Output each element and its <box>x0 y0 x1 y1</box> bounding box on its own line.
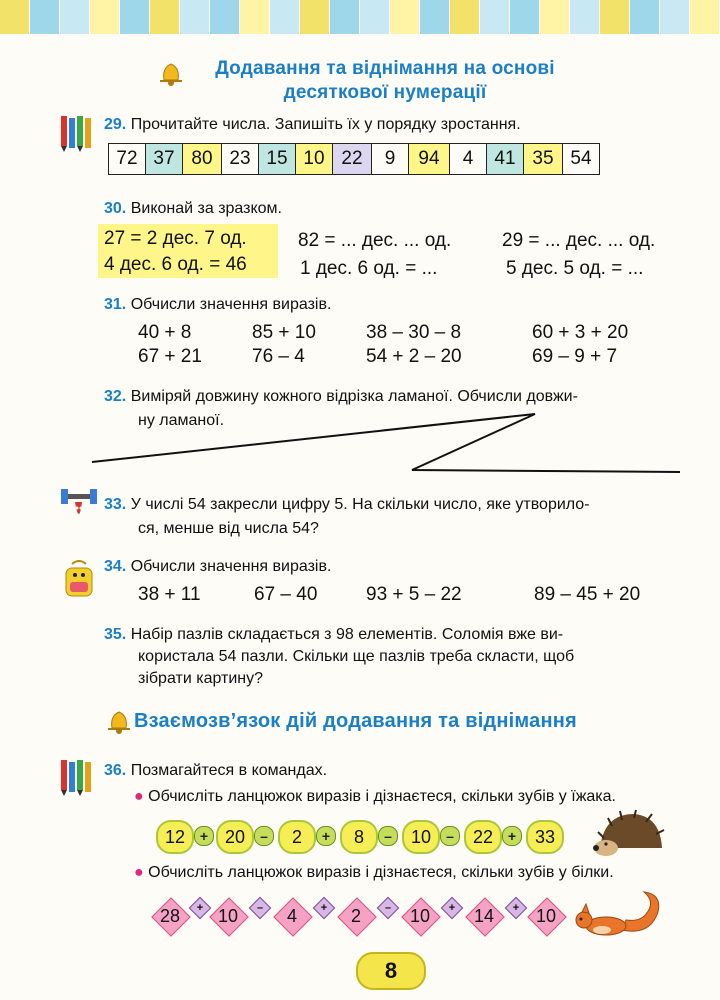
bullet-1-text: Обчисліть ланцюжок виразів і дізнаєтеся, скільки зубів у їжака. <box>148 788 616 805</box>
task-33-line2: ся, менше від числа 54? <box>138 520 319 537</box>
task-35-line3: зібрати картину? <box>138 670 264 687</box>
chain2-operator-sign: – <box>384 902 392 914</box>
section2-title: Взаємозв’язок дій додавання та віднімання <box>134 710 577 732</box>
section-title-line2: десяткової нумерації <box>283 82 487 103</box>
chain2-number-value: 14 <box>473 906 495 926</box>
chain1-operator: – <box>254 826 274 846</box>
top-decorative-band <box>0 0 720 34</box>
exercise-a: 82 = ... дес. ... од. <box>298 230 452 251</box>
number-sequence <box>108 143 600 175</box>
seq-cell: 23 <box>222 144 259 174</box>
chain2-number-value: 10 <box>535 906 557 926</box>
exercise-d: 5 дес. 5 од. = ... <box>506 258 644 279</box>
chain1-operator: + <box>194 826 214 846</box>
task-35-line1: Набір пазлів складається з 98 елементів. Соломія вже ви- <box>130 626 564 643</box>
seq-cell: 54 <box>570 148 592 169</box>
exercise-c: 1 дес. 6 од. = ... <box>300 258 438 279</box>
task-36-text: Позмагайтеся в командах. <box>130 762 328 779</box>
task-32-line2: ну ламаної. <box>138 412 225 429</box>
exercise-b: 29 = ... дес. ... од. <box>502 230 656 251</box>
expr-34-3: 93 + 5 – 22 <box>366 584 462 605</box>
chain2-operator <box>313 897 336 920</box>
seq-cell: 22 <box>333 144 372 174</box>
hedgehog-icon <box>590 808 668 858</box>
seq-cell: 41 <box>487 144 524 174</box>
task-29-text: Прочитайте числа. Запишіть їх у порядку зростання. <box>130 116 521 133</box>
chain2-number <box>212 900 244 932</box>
seq-cell: 80 <box>183 144 222 174</box>
task-34-number: 34. <box>104 558 127 575</box>
seq-cell: 94 <box>409 144 450 174</box>
chain2-number <box>468 900 500 932</box>
task-36-number: 36. <box>104 762 127 779</box>
chain2-operator-sign: + <box>448 902 456 914</box>
chain2-number <box>530 900 562 932</box>
pencils-icon <box>58 756 98 798</box>
page-number: 8 <box>356 952 426 990</box>
chain1-number: 10 <box>402 820 440 854</box>
seq-cell: 15 <box>259 144 296 174</box>
chain1-operator: + <box>502 826 522 846</box>
chain1-number: 8 <box>340 820 378 854</box>
chain1-number: 22 <box>464 820 502 854</box>
seq-cell: 35 <box>524 144 563 174</box>
chain1-number: 20 <box>216 820 254 854</box>
task-31-number: 31. <box>104 296 127 313</box>
task-32-number: 32. <box>104 388 127 405</box>
pencils-icon <box>58 112 98 154</box>
expr-31-3: 38 – 30 – 8 <box>366 322 462 343</box>
expr-31-1: 40 + 8 <box>138 322 192 343</box>
expr-31-5: 67 + 21 <box>138 346 202 367</box>
task-35-number: 35. <box>104 626 127 643</box>
chain1-operator: – <box>378 826 398 846</box>
backpack-icon <box>60 560 98 600</box>
chain1-number: 2 <box>278 820 316 854</box>
bullet-icon: ● <box>134 788 144 805</box>
seq-cell: 37 <box>146 144 183 174</box>
seq-cell: 9 <box>372 144 409 174</box>
chain2-operator <box>377 897 400 920</box>
chain2-number-value: 28 <box>159 906 181 926</box>
task-35-line2: користала 54 пазли. Скільки ще пазлів треба скласти, щоб <box>138 648 575 665</box>
task-33-line1: У числі 54 закресли цифру 5. На скільки число, яке утворило- <box>130 496 590 513</box>
chain2-number <box>340 900 372 932</box>
bullet-icon: ● <box>134 864 144 881</box>
bullet-2-text: Обчисліть ланцюжок виразів і дізнаєтеся, скільки зубів у білки. <box>148 864 614 881</box>
chain2-number-value: 10 <box>217 906 239 926</box>
bell-icon <box>106 706 132 736</box>
expr-31-8: 69 – 9 + 7 <box>532 346 618 367</box>
expr-31-7: 54 + 2 – 20 <box>366 346 462 367</box>
chain2-number-value: 4 <box>286 906 297 926</box>
chain2-number <box>154 900 186 932</box>
chain1-operator: + <box>316 826 336 846</box>
task-30-text: Виконай за зразком. <box>130 200 282 217</box>
squirrel-icon <box>570 886 666 944</box>
chain2-operator-sign: + <box>512 902 520 914</box>
seq-cell: 4 <box>450 144 487 174</box>
task-29-number: 29. <box>104 116 127 133</box>
task-31-text: Обчисли значення виразів. <box>130 296 332 313</box>
chain2-number-value: 10 <box>409 906 431 926</box>
chain1-number: 33 <box>526 820 564 854</box>
example-2: 4 дес. 6 од. = 46 <box>104 254 247 275</box>
chain2-operator <box>441 897 464 920</box>
task-33-number: 33. <box>104 496 127 513</box>
chain2-operator-sign: + <box>320 902 328 914</box>
chain2-operator <box>249 897 272 920</box>
example-1: 27 = 2 дес. 7 од. <box>104 228 247 249</box>
expr-31-2: 85 + 10 <box>252 322 316 343</box>
chain1-number: 12 <box>156 820 194 854</box>
task-32-line1: Виміряй довжину кожного відрізка ламаної. Обчисли довжи- <box>130 388 578 405</box>
dumbbell-icon <box>60 488 98 528</box>
expr-34-2: 67 – 40 <box>254 584 318 605</box>
chain2-number <box>276 900 308 932</box>
chain2-number-value: 2 <box>350 906 361 926</box>
expr-34-1: 38 + 11 <box>138 584 201 605</box>
chain2-operator-sign: – <box>256 902 264 914</box>
chain2-number <box>404 900 436 932</box>
chain2-operator-sign: + <box>196 902 204 914</box>
seq-cell: 10 <box>296 144 333 174</box>
expr-34-4: 89 – 45 + 20 <box>534 584 641 605</box>
expr-31-6: 76 – 4 <box>252 346 305 367</box>
polyline-drawing <box>90 410 690 476</box>
task-30-number: 30. <box>104 200 127 217</box>
task-34-text: Обчисли значення виразів. <box>130 558 332 575</box>
chain1-operator: – <box>440 826 460 846</box>
section-title-line1: Додавання та віднімання на основі <box>215 58 555 79</box>
seq-cell: 72 <box>109 144 146 174</box>
expr-31-4: 60 + 3 + 20 <box>532 322 629 343</box>
